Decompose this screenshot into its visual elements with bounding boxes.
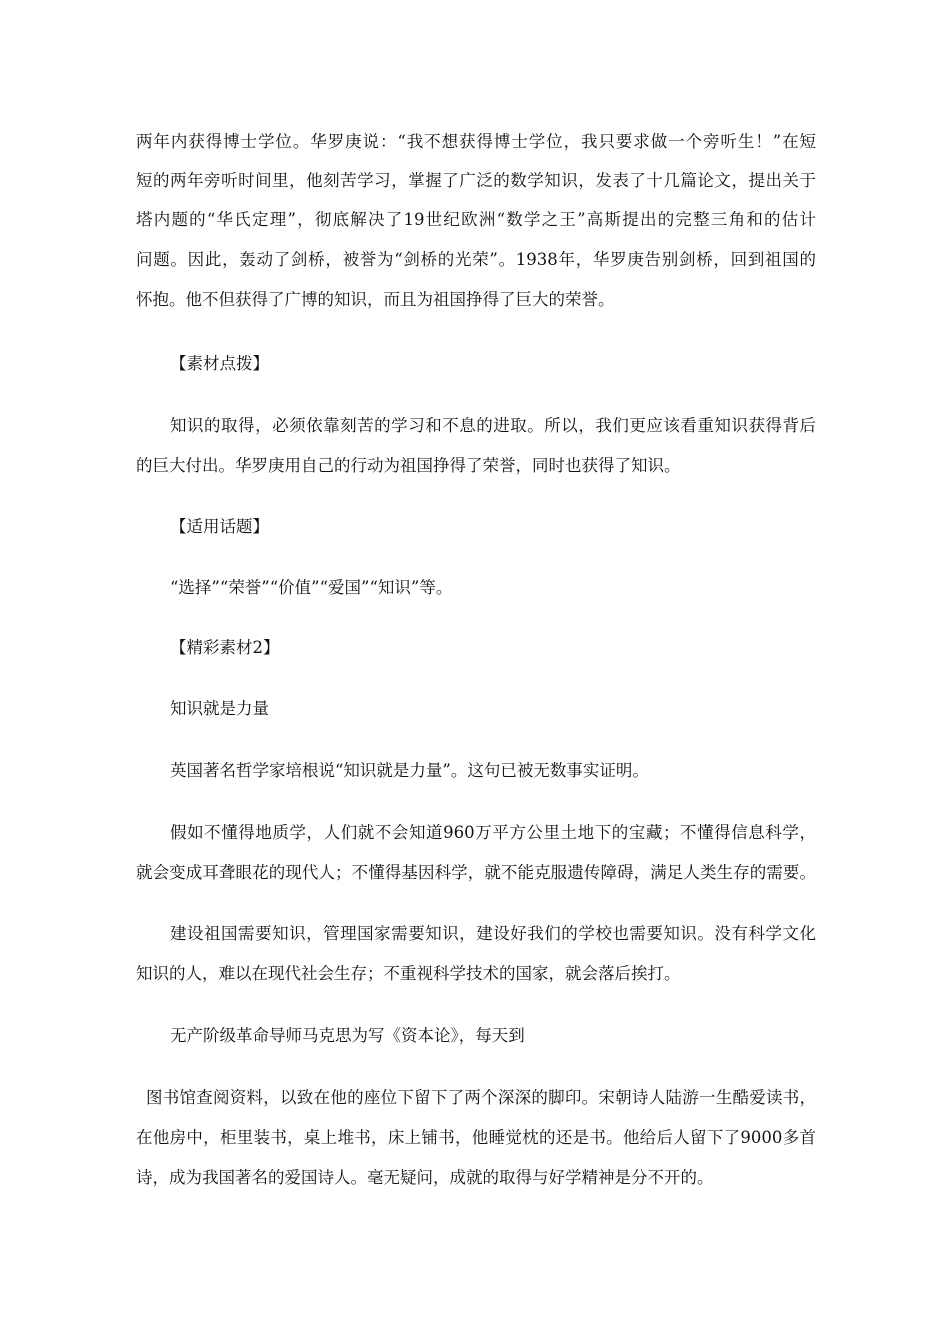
paragraph-line: 假如不懂得地质学，人们就不会知道960万平方公里土地下的宝藏；不懂得信息科学， (170, 823, 816, 842)
paragraph-line: 就会变成耳聋眼花的现代人；不懂得基因科学，就不能克服遗传障碍，满足人类生存的需要。 (136, 863, 816, 882)
paragraph-line: 问题。因此，轰动了剑桥，被誉为“剑桥的光荣”。1938年，华罗庚告别剑桥，回到祖国的 (136, 250, 816, 269)
paragraph-line: 两年内获得博士学位。华罗庚说：“我不想获得博士学位，我只要求做一个旁听生！”在短 (136, 132, 816, 151)
paragraph-line: 英国著名哲学家培根说“知识就是力量”。这句已被无数事实证明。 (170, 761, 649, 780)
paragraph-line: 图书馆查阅资料，以致在他的座位下留下了两个深深的脚印。宋朝诗人陆游一生酷爱读书， (146, 1088, 816, 1107)
paragraph-line: 知识的人，难以在现代社会生存；不重视科学技术的国家，就会落后挨打。 (136, 964, 681, 983)
paragraph-line: 塔内题的“华氏定理”，彻底解决了19世纪欧洲“数学之王”高斯提出的完整三角和的估计 (136, 210, 816, 229)
paragraph-line: 短的两年旁听时间里，他刻苦学习，掌握了广泛的数学知识，发表了十几篇论文，提出关于 (136, 171, 816, 190)
section-heading: 【适用话题】 (170, 517, 269, 536)
paragraph-line: 在他房中，柜里装书，桌上堆书，床上铺书，他睡觉枕的还是书。他给后人留下了9000多首 (136, 1128, 816, 1147)
paragraph-line: 的巨大付出。华罗庚用自己的行动为祖国挣得了荣誉，同时也获得了知识。 (136, 456, 681, 475)
section-title: 知识就是力量 (170, 699, 269, 718)
paragraph-line: 建设祖国需要知识，管理国家需要知识，建设好我们的学校也需要知识。没有科学文化 (170, 924, 816, 943)
paragraph-line: 诗，成为我国著名的爱国诗人。毫无疑问，成就的取得与好学精神是分不开的。 (136, 1168, 714, 1187)
paragraph-line: 无产阶级革命导师马克思为写《资本论》，每天到 (170, 1026, 525, 1045)
paragraph-line: 知识的取得，必须依靠刻苦的学习和不息的进取。所以，我们更应该看重知识获得背后 (170, 416, 816, 435)
section-heading: 【素材点拨】 (170, 354, 269, 373)
section-heading: 【精彩素材2】 (170, 638, 280, 657)
paragraph-line: “选择”“荣誉”“价值”“爱国”“知识”等。 (170, 578, 453, 597)
paragraph-line: 怀抱。他不但获得了广博的知识，而且为祖国挣得了巨大的荣誉。 (136, 290, 615, 309)
